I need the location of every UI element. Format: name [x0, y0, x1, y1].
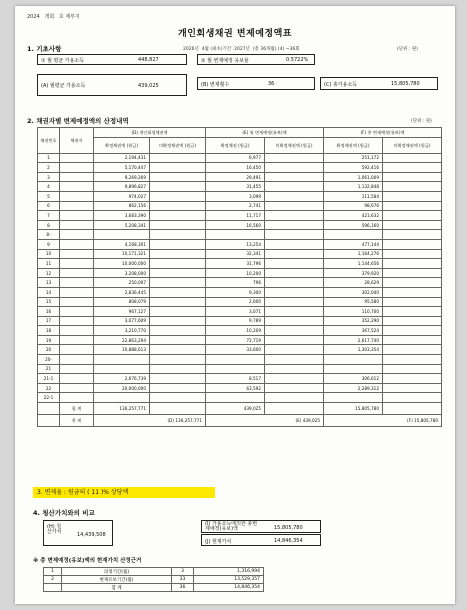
cell-a: 3,210,770 [94, 326, 150, 336]
cell-a: 10,171,321 [94, 249, 150, 259]
cell-a [94, 393, 150, 403]
cell-no: 8 [38, 220, 60, 230]
cell-b: 9,300 [206, 287, 265, 297]
case-header: 2024 개회 호 제부지 [27, 14, 80, 20]
cell-b [206, 355, 265, 365]
cell-c: 2,617,740 [324, 335, 383, 345]
cell-a [94, 230, 150, 240]
sub-b2: 미확정채권액 (원금) [265, 137, 324, 153]
table-row [38, 326, 442, 336]
creditor-table [37, 127, 442, 427]
section4-title: 4. 청산가치와의 비교 [33, 509, 95, 517]
cell-a: 4,168,301 [94, 239, 150, 249]
section2-title: 2. 채권자별 변제예정액의 산정내역 [27, 117, 129, 125]
cell-b: 32,341 [206, 249, 265, 259]
cell-no: 7 [38, 211, 60, 221]
cell-no: 20 [38, 345, 60, 355]
pv-row: 2 변제유보기간(월) 33 13,529,357 [44, 576, 264, 584]
cell-a: 2,836,445 [94, 287, 150, 297]
cell-c: 1,164,276 [324, 249, 383, 259]
group-claim: (D) 개인회생채권액 [94, 128, 206, 138]
cell-c: 477,144 [324, 239, 383, 249]
cell-b: 3,071 [206, 307, 265, 317]
pv-row: 1 의정기간(월) 3 1,316,994 [44, 568, 264, 576]
col-creditor: 채권자 [60, 128, 94, 154]
cell-c: 251,172 [324, 153, 383, 163]
total-row: 총 계 (D) 136,257,771 (E) 439,025 (F) 15,805,780 [38, 415, 442, 427]
table-row [38, 345, 442, 355]
table-row [38, 211, 442, 221]
cell-a: 974,027 [94, 191, 150, 201]
cell-no: 17 [38, 316, 60, 326]
cell-no: 1 [38, 153, 60, 163]
cell-c [324, 230, 383, 240]
cell-b: 6,977 [206, 153, 265, 163]
avg-income-box: (A) 월평균 가용소득 439,025 [37, 74, 187, 96]
cell-b: 63,592 [206, 383, 265, 393]
document-title: 개인회생채권 변제예정액표 [178, 29, 292, 39]
cell-a: 5,170,447 [94, 163, 150, 173]
total-income-box: (C) 총가용소득 15,805,780 [320, 77, 438, 90]
cell-c [324, 355, 383, 365]
cell-b [206, 393, 265, 403]
cell-no: 13 [38, 278, 60, 288]
document-page [15, 6, 455, 604]
cell-a: 3,208,000 [94, 268, 150, 278]
cell-c: 28,629 [324, 278, 383, 288]
sub-b1: 확정채권 (원금) [206, 137, 265, 153]
table-row [38, 239, 442, 249]
reserve-rate-box: ② 월 변제예정 유보율 0.5722% [197, 54, 315, 65]
cell-c: 421,632 [324, 211, 383, 221]
cell-c: 110,700 [324, 307, 383, 317]
cell-a: 20,000,000 [94, 383, 150, 393]
cell-a [94, 355, 150, 365]
cell-c: 1,144,656 [324, 259, 383, 269]
cell-a: 808,079 [94, 297, 150, 307]
cell-no: 16 [38, 307, 60, 317]
cell-no: 5 [38, 191, 60, 201]
cell-b: 11,717 [206, 211, 265, 221]
cell-a: 250,007 [94, 278, 150, 288]
table-row [38, 383, 442, 393]
table-row [38, 335, 442, 345]
cell-no: 9 [38, 239, 60, 249]
cell-a: 10,000,000 [94, 259, 150, 269]
cell-c: 592,416 [324, 163, 383, 173]
period-meta: 2026년 4월 (최초)기간 2027년 (총 36개월) (4) ~36회 [183, 47, 300, 52]
cell-b: 3,099 [206, 191, 265, 201]
cell-no: 22 [38, 383, 60, 393]
table-row [38, 201, 442, 211]
cell-a: 2,676,739 [94, 374, 150, 384]
cell-no: 12 [38, 268, 60, 278]
cell-c: 1,061,009 [324, 172, 383, 182]
section2-unit: (단위 : 원) [411, 119, 432, 124]
cell-c: 306,612 [324, 374, 383, 384]
liquidation-box: (H) 청산가치 14,439,508 [43, 520, 113, 546]
table-row [38, 259, 442, 269]
cell-c: 302,040 [324, 287, 383, 297]
table-row [38, 307, 442, 317]
cell-b: 2,600 [206, 297, 265, 307]
cell-b: 2,741 [206, 201, 265, 211]
sub-a1: 확정채권액 (원금) [94, 137, 150, 153]
cell-b: 31,796 [206, 259, 265, 269]
cell-b: 16,560 [206, 220, 265, 230]
table-row [38, 393, 442, 403]
cell-no: 4 [38, 182, 60, 192]
sub-c1: 확정채권액 (원금) [324, 137, 383, 153]
section5-title: ※ 총 변제예정(유보)액의 현재가치 산정근거 [33, 558, 142, 564]
cell-a: 2,194,431 [94, 153, 150, 163]
cell-b [206, 364, 265, 374]
monthly-income-box: ① 월 평균 가용소득 448,827 [37, 54, 187, 65]
cell-a: 862,156 [94, 201, 150, 211]
cell-c: 98,676 [324, 201, 383, 211]
cell-b: 9,789 [206, 316, 265, 326]
sub-a2: 미확정채권액 (원금) [150, 137, 206, 153]
cell-c: 1,303,354 [324, 345, 383, 355]
cell-no: 22-1 [38, 393, 60, 403]
table-row [38, 364, 442, 374]
table-row [38, 268, 442, 278]
table-row [38, 191, 442, 201]
cell-c: 111,584 [324, 191, 383, 201]
cell-b: 31,455 [206, 182, 265, 192]
cell-c: 1,132,848 [324, 182, 383, 192]
cell-b: 72,719 [206, 335, 265, 345]
cell-a: 3,077,609 [94, 316, 150, 326]
cell-no: 10 [38, 249, 60, 259]
cell-no: 18 [38, 326, 60, 336]
cell-b: 10,209 [206, 326, 265, 336]
cell-a: 3,683,390 [94, 211, 150, 221]
cell-no: 19 [38, 335, 60, 345]
cell-a: 10,888,613 [94, 345, 150, 355]
cell-a: 5,208,341 [94, 220, 150, 230]
table-row [38, 297, 442, 307]
sum-row: 합 계 136,257,771 439,025 15,805,780 [38, 403, 442, 415]
table-row [38, 163, 442, 173]
sub-c2: 미확정채권액 (원금) [383, 137, 442, 153]
cell-c: 379,920 [324, 268, 383, 278]
cell-a: 22,863,294 [94, 335, 150, 345]
cell-no: 14 [38, 287, 60, 297]
pv-row: 합 계 36 14,846,354 [44, 584, 264, 592]
repayment-rate: 3. 변제율 : 원금의 ( 11 )% 상당액 [33, 487, 215, 498]
table-row [38, 287, 442, 297]
table-row [38, 230, 442, 240]
present-value-table [43, 567, 264, 592]
unit-label: (단위 : 원) [397, 47, 418, 52]
cell-no: 20- [38, 355, 60, 365]
cell-c: 352,290 [324, 316, 383, 326]
cell-no: 11 [38, 259, 60, 269]
table-row [38, 220, 442, 230]
cell-no: 6 [38, 201, 60, 211]
cell-b: 16,450 [206, 163, 265, 173]
table-row [38, 172, 442, 182]
cell-no: 21-1 [38, 374, 60, 384]
table-row [38, 182, 442, 192]
cell-no: 15 [38, 297, 60, 307]
table-row [38, 278, 442, 288]
cell-a: 967,127 [94, 307, 150, 317]
col-no: 채권번호 [38, 128, 60, 154]
table-row [38, 355, 442, 365]
cell-c [324, 393, 383, 403]
cell-c: 95,580 [324, 297, 383, 307]
group-monthly: (E) 월 변제예정(유보)액 [206, 128, 324, 138]
cell-no: 2 [38, 163, 60, 173]
cell-no: 21 [38, 364, 60, 374]
cell-c: 596,160 [324, 220, 383, 230]
section1-title: 1. 기초사항 [27, 45, 62, 53]
payment-count-box: (B) 변제횟수 36 [197, 77, 315, 90]
cell-c [324, 364, 383, 374]
table-row [38, 249, 442, 259]
cell-b: 796 [206, 278, 265, 288]
cell-a: 9,896,827 [94, 182, 150, 192]
cell-b [206, 230, 265, 240]
table-row [38, 153, 442, 163]
cell-b: 33,600 [206, 345, 265, 355]
cell-b: 13,254 [206, 239, 265, 249]
table-row [38, 374, 442, 384]
present-value-box: (J) 현재가치 14,846,354 [201, 534, 321, 546]
group-total: (F) 총 변제예정(유보)액 [324, 128, 442, 138]
cell-b: 10,200 [206, 268, 265, 278]
cell-no: 3 [38, 172, 60, 182]
cell-no: 8- [38, 230, 60, 240]
cell-b: 8,517 [206, 374, 265, 384]
cell-c: 2,289,312 [324, 383, 383, 393]
cell-a [94, 364, 150, 374]
cell-b: 29,491 [206, 172, 265, 182]
total-reserve-box: (I) 가용소득에의한 총변제예정(유보)액 15,805,780 [201, 520, 321, 533]
table-row [38, 316, 442, 326]
cell-a: 9,269,269 [94, 172, 150, 182]
cell-c: 367,524 [324, 326, 383, 336]
